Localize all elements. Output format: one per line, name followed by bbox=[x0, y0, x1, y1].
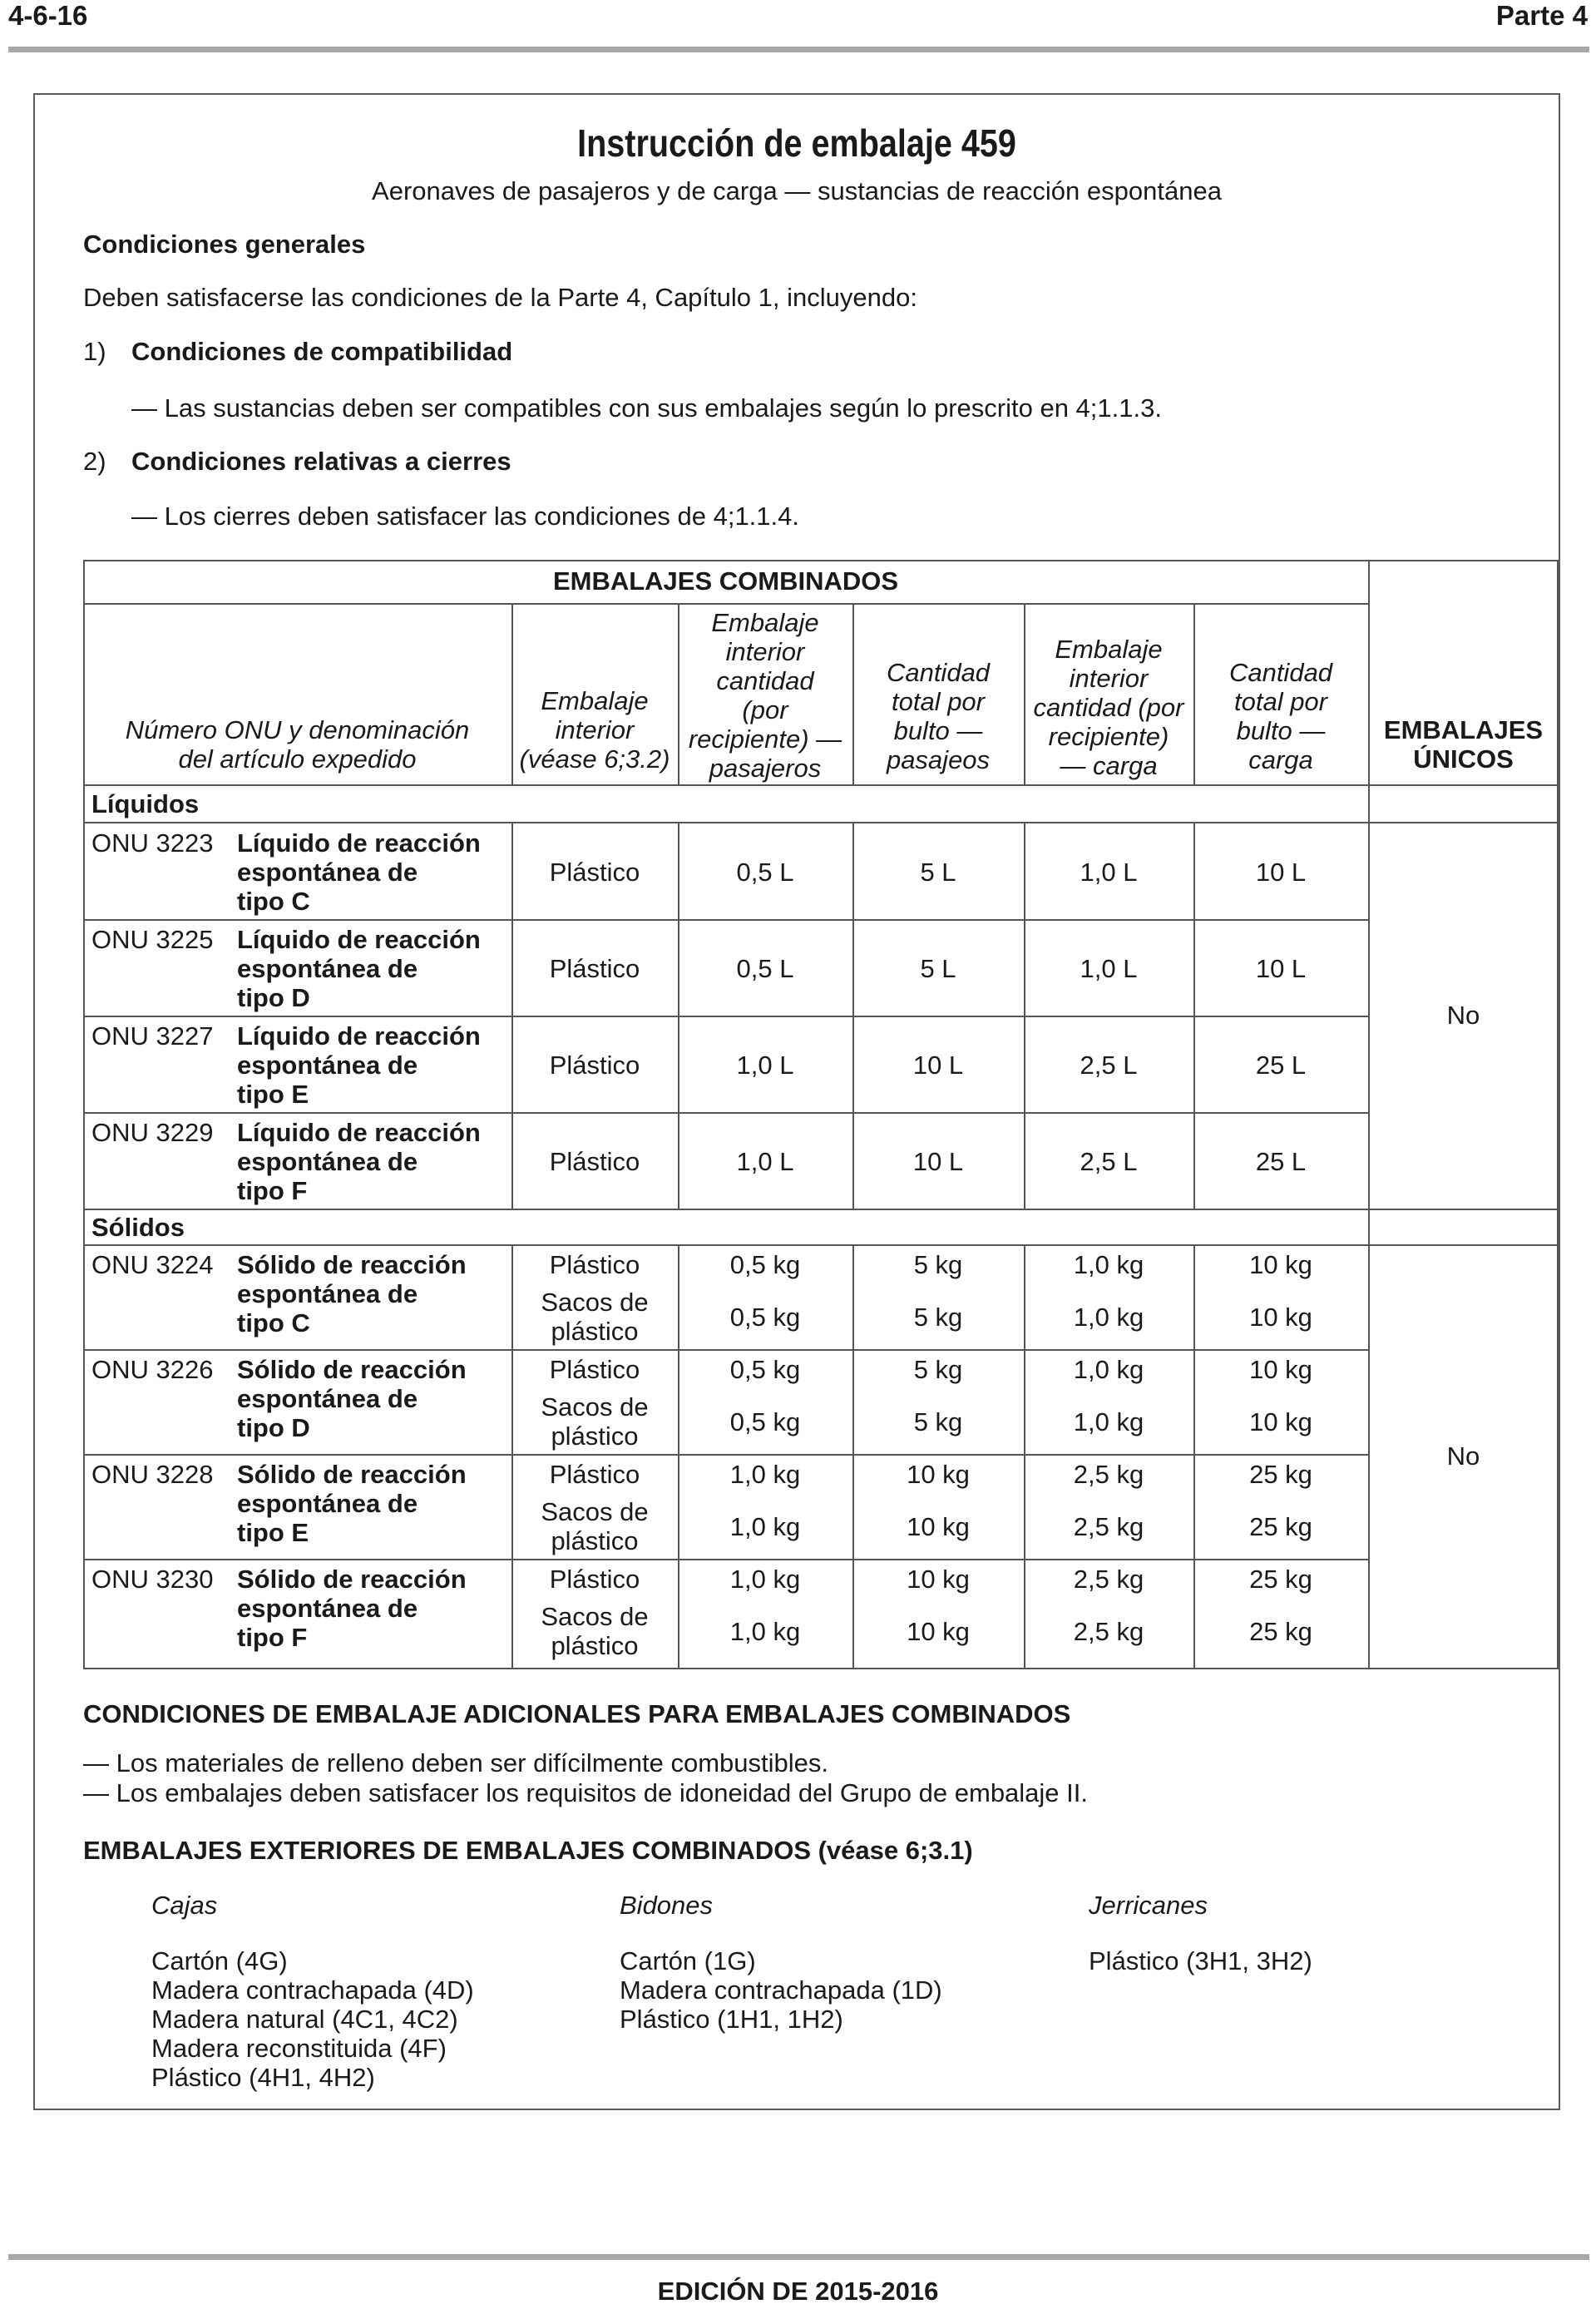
item1-title: Condiciones de compatibilidad bbox=[131, 337, 513, 366]
rule-liquid-3 bbox=[83, 1112, 1368, 1114]
cargo-total-qty: 10 kg bbox=[1249, 1355, 1312, 1384]
cargo-total-qty: 10 L bbox=[1255, 954, 1307, 983]
un-number: ONU 3225 bbox=[91, 925, 214, 954]
item2-number: 2) bbox=[83, 447, 106, 476]
pax-inner-qty: 0,5 L bbox=[736, 858, 794, 887]
cargo-total-qty: 25 kg bbox=[1249, 1565, 1312, 1594]
outer-item: Madera natural (4C1, 4C2) bbox=[151, 2005, 458, 2034]
outer-column-boxes bbox=[151, 1891, 474, 2092]
col-header-inner-qty-cargo: Embalaje interior cantidad (por recipiente) — carga bbox=[1033, 635, 1184, 780]
item1-number: 1) bbox=[83, 337, 106, 366]
additional-line-2: — Los embalajes deben satisfacer los requisitos de idoneidad del Grupo de embalaje II. bbox=[83, 1778, 1089, 1807]
solids-label: Sólidos bbox=[91, 1213, 185, 1242]
pax-total-qty: 5 L bbox=[920, 954, 956, 983]
rule-under-liquids-label bbox=[83, 822, 1559, 823]
rule-solid-2 bbox=[83, 1454, 1368, 1456]
cargo-total-qty: 10 L bbox=[1255, 858, 1307, 887]
solids-single-packaging: No bbox=[1446, 1441, 1480, 1471]
general-intro: Deben satisfacerse las condiciones de la Parte 4, Capítulo 1, incluyendo: bbox=[83, 283, 917, 312]
outer-column-jerricans bbox=[1089, 1891, 1312, 1975]
substance-name: Líquido de reacción espontánea de tipo F bbox=[237, 1118, 481, 1205]
liquids-label: Líquidos bbox=[91, 789, 200, 818]
pax-total-qty: 5 kg bbox=[913, 1250, 963, 1279]
inner-packaging: Plástico bbox=[549, 1051, 640, 1080]
rule-solid-1 bbox=[83, 1349, 1368, 1351]
page-number: 4-6-16 bbox=[8, 0, 88, 31]
col-header-un: Número ONU y denominación del artículo expedido bbox=[125, 715, 470, 774]
col-header-total-pax: Cantidad total por bulto — pasajeos bbox=[886, 658, 991, 774]
cargo-total-qty: 25 kg bbox=[1249, 1617, 1312, 1646]
inner-packaging-bags: Sacos de plástico bbox=[541, 1288, 649, 1346]
outer-heading: EMBALAJES EXTERIORES DE EMBALAJES COMBINADOS (véase 6;3.1) bbox=[83, 1836, 973, 1865]
cargo-inner-qty: 2,5 kg bbox=[1073, 1617, 1144, 1646]
inner-packaging: Plástico bbox=[549, 1250, 640, 1279]
cargo-total-qty: 25 L bbox=[1255, 1147, 1307, 1176]
cargo-total-qty: 25 L bbox=[1255, 1051, 1307, 1080]
cargo-inner-qty: 2,5 L bbox=[1080, 1147, 1138, 1176]
pax-total-qty: 10 kg bbox=[907, 1512, 970, 1541]
pax-inner-qty: 0,5 L bbox=[736, 954, 794, 983]
rule-liquid-1 bbox=[83, 919, 1368, 921]
substance-name: Sólido de reacción espontánea de tipo D bbox=[237, 1355, 467, 1442]
item2-title: Condiciones relativas a cierres bbox=[131, 447, 511, 476]
un-number: ONU 3230 bbox=[91, 1565, 214, 1594]
item2-text: — Los cierres deben satisfacer las condiciones de 4;1.1.4. bbox=[131, 502, 800, 531]
pax-total-qty: 5 kg bbox=[913, 1407, 963, 1436]
cargo-total-qty: 25 kg bbox=[1249, 1460, 1312, 1489]
cargo-inner-qty: 1,0 kg bbox=[1073, 1407, 1144, 1436]
cargo-inner-qty: 2,5 kg bbox=[1073, 1512, 1144, 1541]
edition-label: EDICIÓN DE 2015-2016 bbox=[657, 2277, 939, 2306]
cargo-inner-qty: 1,0 kg bbox=[1073, 1355, 1144, 1384]
outer-item: Plástico (4H1, 4H2) bbox=[151, 2063, 375, 2092]
col-header-inner: Embalaje interior (véase 6;3.2) bbox=[519, 686, 670, 774]
pax-inner-qty: 1,0 kg bbox=[729, 1565, 801, 1594]
outer-column-title: Jerricanes bbox=[1089, 1891, 1208, 1920]
substance-name: Sólido de reacción espontánea de tipo E bbox=[237, 1460, 467, 1547]
header-rule bbox=[8, 47, 1589, 52]
inner-packaging-bags: Sacos de plástico bbox=[541, 1602, 649, 1660]
cargo-inner-qty: 2,5 kg bbox=[1073, 1565, 1144, 1594]
pax-total-qty: 10 L bbox=[912, 1147, 964, 1176]
rule-under-combined-header bbox=[83, 603, 1368, 605]
outer-column-title: Bidones bbox=[620, 1891, 714, 1920]
packing-table bbox=[83, 560, 1559, 1669]
rule-above-solids-label bbox=[83, 1209, 1559, 1210]
pax-inner-qty: 0,5 kg bbox=[729, 1355, 801, 1384]
col-header-total-cargo: Cantidad total por bulto — carga bbox=[1228, 658, 1333, 774]
pax-inner-qty: 0,5 kg bbox=[729, 1303, 801, 1332]
un-number: ONU 3227 bbox=[91, 1021, 214, 1051]
cargo-inner-qty: 1,0 kg bbox=[1073, 1303, 1144, 1332]
rule-solid-3 bbox=[83, 1559, 1368, 1560]
pax-total-qty: 5 kg bbox=[913, 1355, 963, 1384]
pax-inner-qty: 1,0 kg bbox=[729, 1460, 801, 1489]
outer-column-drums bbox=[620, 1891, 942, 2034]
outer-item: Madera reconstituida (4F) bbox=[151, 2034, 447, 2063]
footer-rule bbox=[8, 2254, 1589, 2260]
substance-name: Sólido de reacción espontánea de tipo C bbox=[237, 1250, 467, 1337]
rule-under-col-headers bbox=[83, 784, 1559, 786]
un-number: ONU 3224 bbox=[91, 1250, 214, 1279]
substance-name: Líquido de reacción espontánea de tipo D bbox=[237, 925, 481, 1012]
outer-item: Plástico (3H1, 3H2) bbox=[1089, 1946, 1312, 1975]
pax-total-qty: 10 kg bbox=[907, 1460, 970, 1489]
part-label: Parte 4 bbox=[1495, 0, 1588, 31]
pax-total-qty: 10 kg bbox=[907, 1617, 970, 1646]
pax-inner-qty: 1,0 L bbox=[736, 1051, 794, 1080]
outer-column-title: Cajas bbox=[151, 1891, 218, 1920]
pax-total-qty: 5 kg bbox=[913, 1303, 963, 1332]
inner-packaging-bags: Sacos de plástico bbox=[541, 1392, 649, 1451]
single-header: EMBALAJES ÚNICOS bbox=[1383, 715, 1544, 774]
instruction-subtitle: Aeronaves de pasajeros y de carga — sustancias de reacción espontánea bbox=[372, 176, 1222, 205]
un-number: ONU 3228 bbox=[91, 1460, 214, 1489]
inner-packaging: Plástico bbox=[549, 1565, 640, 1594]
cargo-total-qty: 25 kg bbox=[1249, 1512, 1312, 1541]
rule-under-solids-label bbox=[83, 1244, 1559, 1246]
outer-item: Madera contrachapada (4D) bbox=[151, 1975, 474, 2005]
pax-total-qty: 10 L bbox=[912, 1051, 964, 1080]
cargo-total-qty: 10 kg bbox=[1249, 1407, 1312, 1436]
un-number: ONU 3226 bbox=[91, 1355, 214, 1384]
inner-packaging: Plástico bbox=[549, 1460, 640, 1489]
cargo-inner-qty: 1,0 kg bbox=[1073, 1250, 1144, 1279]
un-number: ONU 3223 bbox=[91, 828, 214, 858]
outer-item: Cartón (4G) bbox=[151, 1946, 288, 1975]
un-number: ONU 3229 bbox=[91, 1118, 214, 1147]
substance-name: Líquido de reacción espontánea de tipo C bbox=[237, 828, 481, 916]
inner-packaging: Plástico bbox=[549, 858, 640, 887]
general-heading: Condiciones generales bbox=[83, 230, 366, 259]
liquids-single-packaging: No bbox=[1446, 1001, 1480, 1030]
additional-heading: CONDICIONES DE EMBALAJE ADICIONALES PARA EMBALAJES COMBINADOS bbox=[83, 1699, 1071, 1728]
additional-line-1: — Los materiales de relleno deben ser difícilmente combustibles. bbox=[83, 1748, 829, 1777]
instruction-title: Instrucción de embalaje 459 bbox=[577, 121, 1016, 165]
pax-total-qty: 10 kg bbox=[907, 1565, 970, 1594]
pax-inner-qty: 1,0 L bbox=[736, 1147, 794, 1176]
cargo-inner-qty: 1,0 L bbox=[1080, 954, 1138, 983]
cargo-total-qty: 10 kg bbox=[1249, 1250, 1312, 1279]
cargo-total-qty: 10 kg bbox=[1249, 1303, 1312, 1332]
substance-name: Sólido de reacción espontánea de tipo F bbox=[237, 1565, 467, 1652]
col-header-inner-qty-pax: Embalaje interior cantidad (por recipiente) — pasajeros bbox=[688, 608, 842, 783]
inner-packaging-bags: Sacos de plástico bbox=[541, 1497, 649, 1555]
inner-packaging: Plástico bbox=[549, 954, 640, 983]
rule-liquid-2 bbox=[83, 1016, 1368, 1017]
pax-total-qty: 5 L bbox=[920, 858, 956, 887]
cargo-inner-qty: 2,5 L bbox=[1080, 1051, 1138, 1080]
pax-inner-qty: 0,5 kg bbox=[729, 1407, 801, 1436]
pax-inner-qty: 1,0 kg bbox=[729, 1617, 801, 1646]
pax-inner-qty: 0,5 kg bbox=[729, 1250, 801, 1279]
inner-packaging: Plástico bbox=[549, 1147, 640, 1176]
table-border-bottom bbox=[83, 1668, 1559, 1669]
outer-item: Cartón (1G) bbox=[620, 1946, 756, 1975]
cargo-inner-qty: 2,5 kg bbox=[1073, 1460, 1144, 1489]
item1-text: — Las sustancias deben ser compatibles con sus embalajes según lo prescrito en 4;1.1.3. bbox=[131, 393, 1162, 423]
cargo-inner-qty: 1,0 L bbox=[1080, 858, 1138, 887]
table-border-top bbox=[83, 560, 1559, 561]
pax-inner-qty: 1,0 kg bbox=[729, 1512, 801, 1541]
outer-item: Madera contrachapada (1D) bbox=[620, 1975, 942, 2005]
inner-packaging: Plástico bbox=[549, 1355, 640, 1384]
substance-name: Líquido de reacción espontánea de tipo E bbox=[237, 1021, 481, 1109]
combined-header: EMBALAJES COMBINADOS bbox=[552, 566, 899, 596]
outer-item: Plástico (1H1, 1H2) bbox=[620, 2005, 843, 2034]
